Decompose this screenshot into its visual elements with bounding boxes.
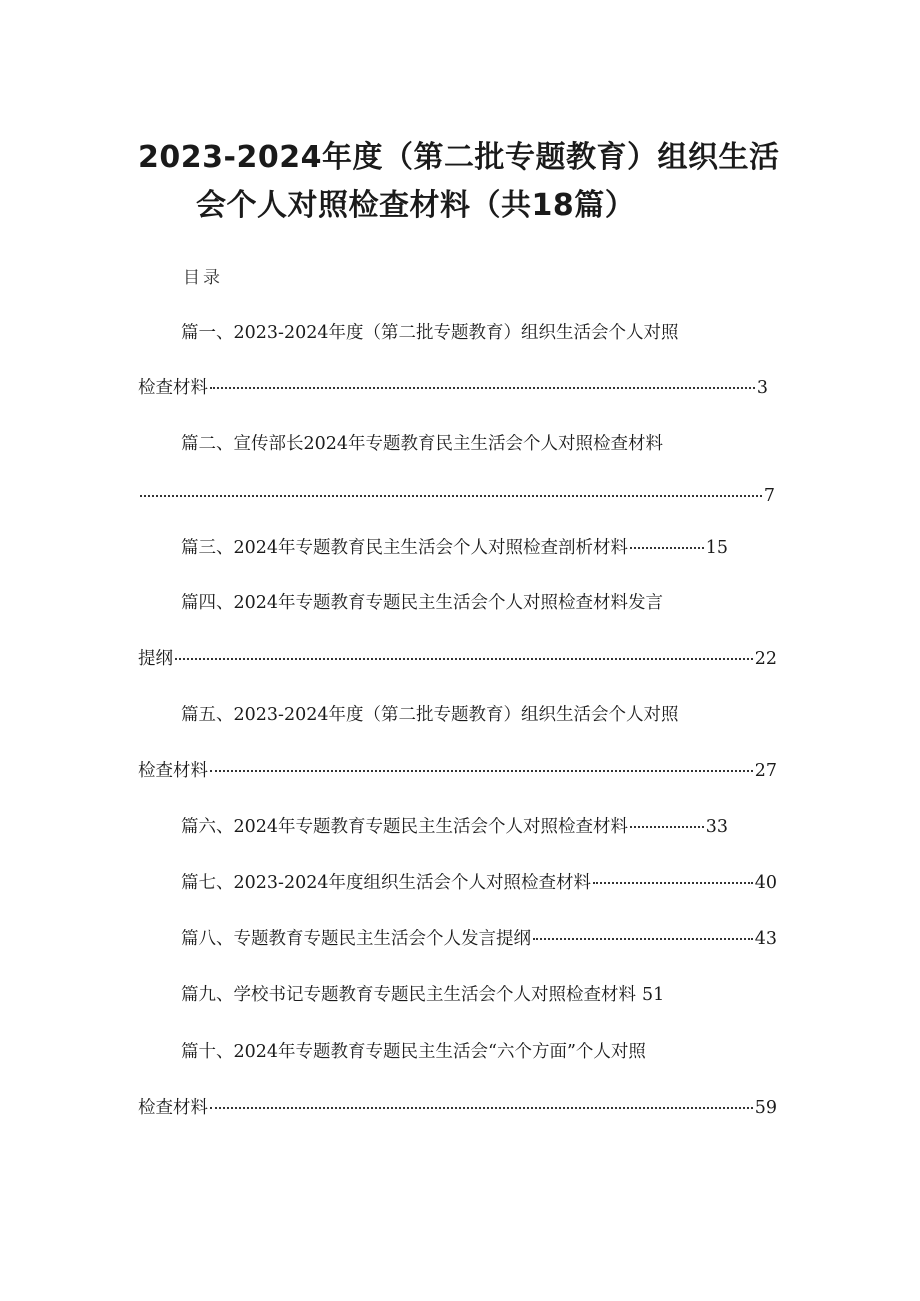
toc-entry-10-title[interactable]: 篇十、2024年专题教育专题民主生活会“六个方面”个人对照 <box>181 1042 646 1062</box>
toc-entry-5-leader[interactable] <box>138 759 777 783</box>
toc-entry-10-continuation: 检查材料 <box>138 1098 208 1118</box>
toc-entry-10-page: 59 <box>754 1098 777 1118</box>
dot-leader <box>210 764 753 772</box>
toc-entry-8-page: 43 <box>754 929 777 949</box>
document-title-line-1: 2023-2024年度（第二批专题教育）组织生活 <box>138 140 780 175</box>
dot-leader <box>210 381 755 389</box>
dot-leader <box>593 876 753 884</box>
toc-entry-7[interactable] <box>181 871 777 895</box>
toc-entry-7-title: 篇七、2023-2024年度组织生活会个人对照检查材料 <box>181 873 591 893</box>
toc-entry-1-continuation: 检查材料 <box>138 378 208 398</box>
dot-leader <box>210 1101 753 1109</box>
toc-entry-2-title[interactable]: 篇二、宣传部长2024年专题教育民主生活会个人对照检查材料 <box>181 434 664 454</box>
toc-entry-5-continuation: 检查材料 <box>138 761 208 781</box>
toc-entry-3-title: 篇三、2024年专题教育民主生活会个人对照检查剖析材料 <box>181 538 629 558</box>
dot-leader <box>533 932 753 940</box>
document-title-line-2: 会个人对照检查材料（共18篇） <box>196 188 636 223</box>
dot-leader <box>175 652 753 660</box>
toc-entry-6-title: 篇六、2024年专题教育专题民主生活会个人对照检查材料 <box>181 817 629 837</box>
toc-entry-2-leader[interactable] <box>138 484 775 508</box>
toc-entry-7-page: 40 <box>754 873 777 893</box>
toc-entry-1-page: 3 <box>756 378 768 398</box>
toc-heading: 目录 <box>183 268 223 288</box>
toc-entry-5-title[interactable]: 篇五、2023-2024年度（第二批专题教育）组织生活会个人对照 <box>181 705 679 725</box>
toc-entry-6-page: 33 <box>705 817 728 837</box>
toc-entry-9-page: 51 <box>642 985 665 1005</box>
toc-entry-5-page: 27 <box>754 761 777 781</box>
toc-entry-1-title[interactable]: 篇一、2023-2024年度（第二批专题教育）组织生活会个人对照 <box>181 323 679 343</box>
toc-entry-4-leader[interactable] <box>138 647 777 671</box>
dot-leader <box>630 820 704 828</box>
toc-entry-1-leader[interactable] <box>138 376 768 400</box>
toc-entry-4-page: 22 <box>754 649 777 669</box>
toc-entry-9-title: 篇九、学校书记专题教育专题民主生活会个人对照检查材料 <box>181 985 636 1005</box>
toc-entry-4-continuation: 提纲 <box>138 649 173 669</box>
toc-entry-3[interactable] <box>181 536 728 560</box>
toc-entry-8-title: 篇八、专题教育专题民主生活会个人发言提纲 <box>181 929 531 949</box>
toc-entry-3-page: 15 <box>705 538 728 558</box>
toc-entry-6[interactable] <box>181 815 728 839</box>
toc-entry-8[interactable] <box>181 927 777 951</box>
toc-entry-2-page: 7 <box>763 486 775 506</box>
toc-entry-10-leader[interactable] <box>138 1096 777 1120</box>
dot-leader <box>140 489 762 497</box>
toc-entry-9[interactable] <box>181 983 730 1007</box>
dot-leader <box>630 541 704 549</box>
toc-entry-4-title[interactable]: 篇四、2024年专题教育专题民主生活会个人对照检查材料发言 <box>181 593 664 613</box>
